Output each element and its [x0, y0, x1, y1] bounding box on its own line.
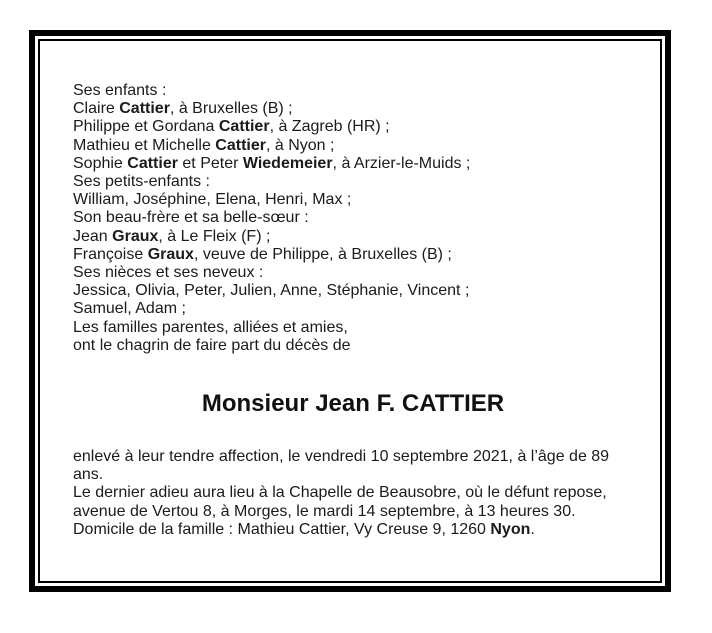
text-segment: Ses enfants : — [73, 82, 167, 99]
text-segment: Claire — [73, 100, 120, 118]
text-line — [73, 466, 633, 484]
text-segment: Jessica, Olivia, Peter, Julien, Anne, Stéphanie, Vincent ; — [73, 282, 470, 300]
text-line — [73, 264, 633, 282]
text-segment: Sophie — [73, 154, 128, 172]
bold-text-segment: Graux — [112, 227, 159, 245]
text-line — [73, 191, 633, 209]
text-line — [73, 228, 633, 246]
funeral-details — [73, 448, 633, 539]
bold-text-segment: Wiedemeier — [242, 154, 333, 172]
text-line — [73, 82, 633, 100]
text-segment: enlevé à leur tendre affection, le vendredi 10 septembre 2021, à l’âge de 89 — [73, 448, 610, 466]
text-segment: ont le chagrin de faire part du décès de — [73, 336, 351, 354]
text-segment: Samuel, Adam ; — [73, 300, 186, 318]
text-line — [73, 137, 633, 155]
text-line — [73, 300, 633, 318]
bold-text-segment: Nyon — [490, 520, 531, 538]
family-list — [73, 82, 633, 355]
text-line — [73, 246, 633, 264]
text-line — [73, 209, 633, 227]
bold-text-segment: Cattier — [215, 136, 266, 154]
text-segment: Ses nièces et ses neveux : — [73, 264, 264, 282]
bold-text-segment: Graux — [147, 245, 194, 263]
text-line — [73, 521, 633, 539]
text-segment: avenue de Vertou 8, à Morges, le mardi 14 septembre, à 13 heures 30. — [73, 502, 576, 520]
text-line — [73, 319, 633, 337]
notice-inner-border — [38, 39, 662, 583]
deceased-name-title: Monsieur Jean F. CATTIER — [201, 390, 505, 418]
text-segment: . — [530, 520, 535, 538]
text-line — [73, 173, 633, 191]
text-segment: et Peter — [177, 154, 243, 172]
text-segment: Mathieu et Michelle — [73, 136, 216, 154]
text-segment: , à Nyon ; — [265, 136, 335, 154]
text-line — [73, 484, 633, 502]
bold-text-segment: Cattier — [218, 118, 270, 136]
text-segment: , à Zagreb (HR) ; — [269, 118, 390, 136]
bold-text-segment: Cattier — [127, 154, 178, 172]
text-segment: Ses petits-enfants : — [73, 173, 210, 191]
text-line — [73, 118, 633, 136]
text-segment: ans. — [73, 466, 104, 484]
text-line — [73, 503, 633, 521]
text-segment: Le dernier adieu aura lieu à la Chapelle de Beausobre, où le défunt repose, — [73, 484, 607, 502]
bold-text-segment: Cattier — [119, 100, 170, 118]
text-line — [73, 448, 633, 466]
text-segment: , à Bruxelles (B) ; — [169, 100, 293, 118]
text-segment: William, Joséphine, Elena, Henri, Max ; — [73, 191, 352, 209]
text-segment: Son beau-frère et sa belle-sœur : — [73, 209, 309, 227]
text-line — [73, 155, 633, 173]
text-segment: Domicile de la famille : Mathieu Cattier, Vy Creuse 9, 1260 — [73, 520, 491, 538]
text-line — [73, 282, 633, 300]
text-segment: Jean — [73, 227, 113, 245]
text-segment: , à Arzier-le-Muids ; — [332, 154, 471, 172]
notice-content — [40, 41, 660, 539]
text-segment: , à Le Fleix (F) ; — [158, 227, 271, 245]
text-segment: Les familles parentes, alliées et amies, — [73, 318, 348, 336]
text-segment: Philippe et Gordana — [73, 118, 219, 136]
text-segment: Françoise — [73, 245, 148, 263]
notice-outer-border — [29, 30, 671, 592]
text-line — [73, 100, 633, 118]
text-segment: , veuve de Philippe, à Bruxelles (B) ; — [193, 245, 452, 263]
text-line — [73, 337, 633, 355]
